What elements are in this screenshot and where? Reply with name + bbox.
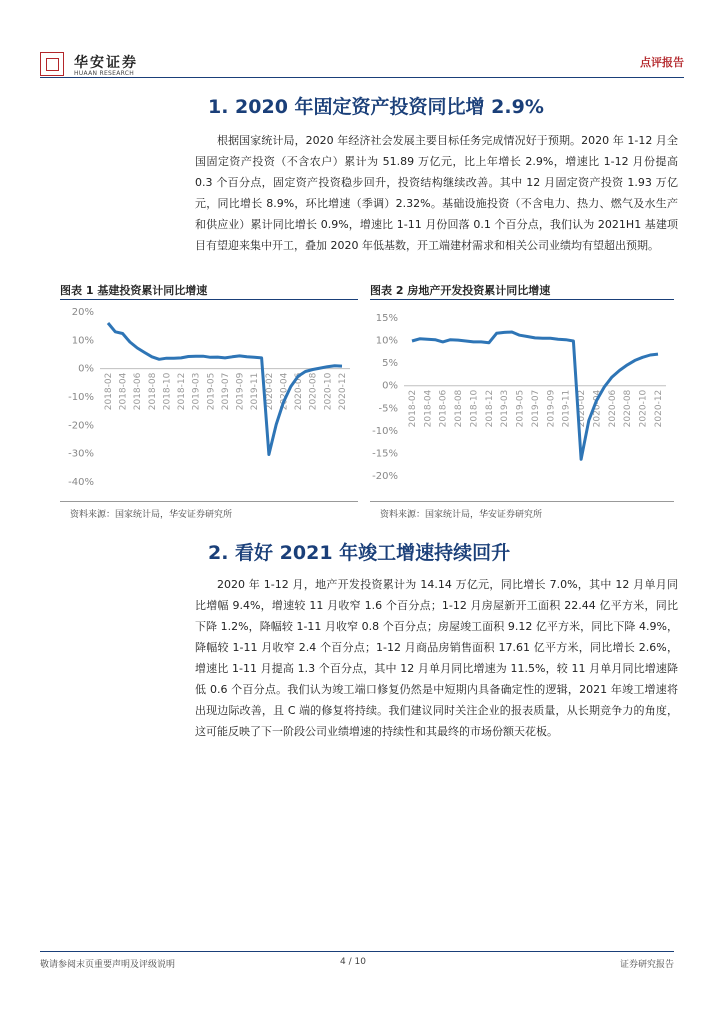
x-tick-label: 2019-05: [515, 389, 526, 428]
figure-1-chart: [60, 302, 358, 500]
x-tick-label: 2018-12: [177, 372, 188, 411]
y-tick-label: 15%: [375, 313, 398, 324]
x-tick-label: 2019-03: [500, 389, 511, 428]
x-tick-label: 2020-06: [607, 389, 618, 428]
y-tick-label: 0%: [78, 363, 94, 375]
x-tick-label: 2020-02: [264, 372, 275, 411]
x-tick-label: 2018-10: [469, 389, 480, 428]
page-header: [40, 50, 684, 80]
y-tick-label: -10%: [68, 392, 94, 403]
x-tick-label: 2018-06: [438, 389, 449, 428]
section-2-title: 2. 看好 2021 年竣工增速持续回升: [208, 542, 511, 564]
y-tick-label: 0%: [382, 380, 398, 392]
figure-2-source: 资料来源：国家统计局，华安证券研究所: [380, 510, 543, 520]
x-tick-label: 2018-10: [162, 372, 173, 411]
figure-1-bottom-rule: [60, 501, 358, 502]
footer-doc-type: 证券研究报告: [619, 960, 674, 970]
x-tick-label: 2019-11: [561, 389, 572, 428]
y-tick-label: 10%: [375, 335, 398, 347]
x-tick-label: 2019-09: [235, 372, 246, 411]
logo-text: 华安证券: [74, 55, 138, 71]
x-tick-label: 2019-05: [206, 372, 217, 411]
y-tick-label: -15%: [372, 448, 398, 460]
x-tick-label: 2019-07: [531, 389, 541, 428]
section-1-title: 1. 2020 年固定资产投资同比增 2.9%: [208, 96, 544, 118]
x-tick-label: 2018-08: [147, 372, 158, 411]
figure-2-title: 图表 2 房地产开发投资累计同比增速: [370, 284, 551, 297]
figure-1-source: 资料来源：国家统计局，华安证券研究所: [70, 510, 233, 520]
x-tick-label: 2020-08: [308, 372, 319, 411]
x-tick-label: 2020-08: [623, 389, 634, 428]
x-tick-label: 2018-06: [133, 372, 144, 411]
x-tick-label: 2019-09: [546, 389, 557, 428]
x-tick-label: 2018-08: [454, 389, 465, 428]
y-tick-label: -20%: [372, 471, 398, 482]
y-tick-label: 10%: [71, 335, 94, 347]
y-tick-label: -5%: [378, 403, 398, 415]
x-tick-label: 2020-12: [338, 372, 348, 411]
x-tick-label: 2020-04: [279, 372, 290, 411]
figure-2-chart: [370, 302, 674, 500]
x-tick-label: 2020-02: [577, 389, 588, 428]
y-tick-label: -40%: [68, 477, 94, 488]
x-tick-label: 2019-11: [250, 372, 261, 411]
footer-divider: [40, 951, 674, 952]
y-tick-label: 5%: [382, 358, 398, 370]
x-tick-label: 2018-02: [408, 389, 418, 428]
x-tick-label: 2018-04: [423, 389, 434, 428]
x-tick-label: 2020-04: [592, 389, 603, 428]
report-type-label: 点评报告: [640, 56, 684, 69]
figure-2-bottom-rule: [370, 501, 674, 502]
x-tick-label: 2020-10: [323, 372, 334, 411]
y-tick-label: -30%: [68, 448, 94, 460]
page-number: 4 / 10: [340, 957, 366, 967]
x-tick-label: 2019-03: [191, 372, 202, 411]
x-tick-label: 2018-04: [118, 372, 129, 411]
section-2-paragraph: 2020 年 1-12 月，地产开发投资累计为 14.14 万亿元，同比增长 7.0%，其中 12 月单月同比增幅 9.4%，增速较 11 月收窄 1.6 个百分点；1-12 月房屋新开工面积 22.44 亿平方米，同比下降 1.2%，降幅较 1-11 月收窄 0.8 个百分点；房屋竣工面积 9.12 亿平方米，同比下降 4.9%，降幅较 1-11 月收窄 2.4 个百分点；1-12 月商品房销售面积 17.61 亿平方米，同比增长 2.6%，增速比 1-11 月提高 1.3 个百分点，其中 12 月单月同比增速为 11.5%，较 11 月单月同比增速降低 0.6 个百分点。我们认为竣工端口修复仍然是中短期内具备确定性的逻辑，2021 年竣工增速将出现边际改善，且 C 端的修复将持续。我们建议同时关注企业的报表质量，从长期竞争力的角度，这可能反映了下一阶段公司业绩增速的持续性和其最终的市场份额天花板。: [195, 578, 678, 738]
x-tick-label: 2018-02: [104, 372, 114, 411]
logo-subtext: HUAAN RESEARCH: [74, 70, 135, 77]
figure-2-top-rule: [370, 299, 674, 300]
y-tick-label: -20%: [68, 420, 94, 432]
figure-1-top-rule: [60, 299, 358, 300]
x-tick-label: 2018-12: [484, 389, 495, 428]
x-tick-label: 2020-10: [638, 389, 649, 428]
footer-disclaimer: 敬请参阅末页重要声明及评级说明: [40, 960, 176, 970]
huaan-logo-icon: [40, 52, 64, 76]
figure-1-title: 图表 1 基建投资累计同比增速: [60, 284, 208, 297]
section-1-paragraph: 根据国家统计局，2020 年经济社会发展主要目标任务完成情况好于预期。2020 年 1-12 月全国固定资产投资（不含农户）累计为 51.89 万亿元，比上年增长 2.9%，增速比 1-12 月份提高 0.3 个百分点，固定资产投资稳步回升，投资结构继续改善。其中 12 月固定资产投资 1.93 万亿元，同比增长 8.9%，环比增速（季调）2.32%。基础设施投资（不含电力、热力、燃气及水生产和供应业）累计同比增长 0.9%，增速比 1-11 月份回落 0.1 个百分点，我们认为 2021H1 基建项目有望迎来集中开工，叠加 2020 年低基数，开工端建材需求和相关公司业绩均有望超出预期。: [195, 134, 678, 252]
y-tick-label: 20%: [71, 307, 94, 318]
header-divider: [40, 77, 684, 78]
x-tick-label: 2019-07: [221, 372, 231, 411]
y-tick-label: -10%: [372, 425, 398, 437]
x-tick-label: 2020-12: [654, 389, 664, 428]
x-tick-label: 2020-06: [294, 372, 305, 411]
